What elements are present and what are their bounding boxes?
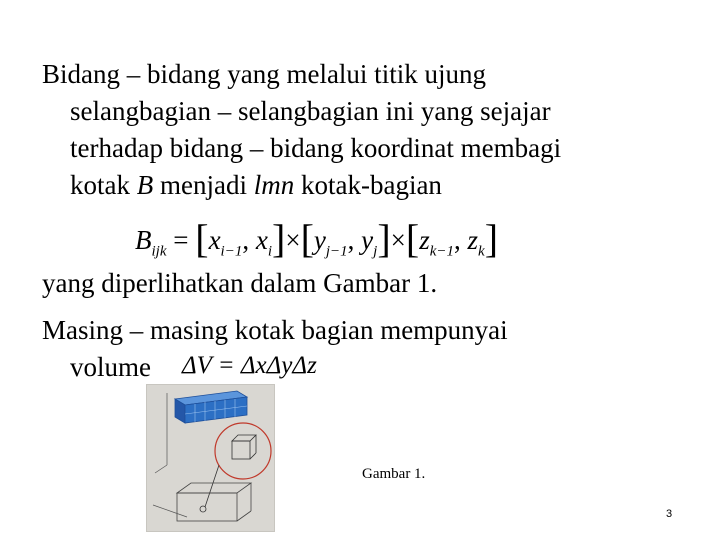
paragraph-1-line-3: terhadap bidang – bidang koordinat membagi xyxy=(70,133,562,163)
paragraph-3-line-1: Masing – masing kotak bagian mempunyai xyxy=(42,315,508,345)
paragraph-1-line-4: kotak B menjadi lmn kotak-bagian xyxy=(70,170,442,200)
page-number: 3 xyxy=(666,508,673,520)
figure-caption: Gambar 1. xyxy=(362,466,426,482)
figure-illustration xyxy=(147,385,274,531)
paragraph-1 xyxy=(42,56,561,204)
paragraph-1-line-2: selangbagian – selangbagian ini yang sejajar xyxy=(70,96,551,126)
paragraph-3-line-2: volume xyxy=(70,352,151,382)
volume-formula: ΔV = ΔxΔyΔz xyxy=(182,352,317,379)
paragraph-1-line-1: Bidang – bidang yang melalui titik ujung xyxy=(42,59,486,89)
paragraph-2: yang diperlihatkan dalam Gambar 1. xyxy=(42,268,438,298)
box-formula: $B_{ijk} = [x_{i-1}$, $x_i]\times[y_{j-1}$, $y_j]\times[z_{k-1}$, $z_k$] xyxy=(135,216,499,261)
figure-box-partition xyxy=(146,384,275,532)
